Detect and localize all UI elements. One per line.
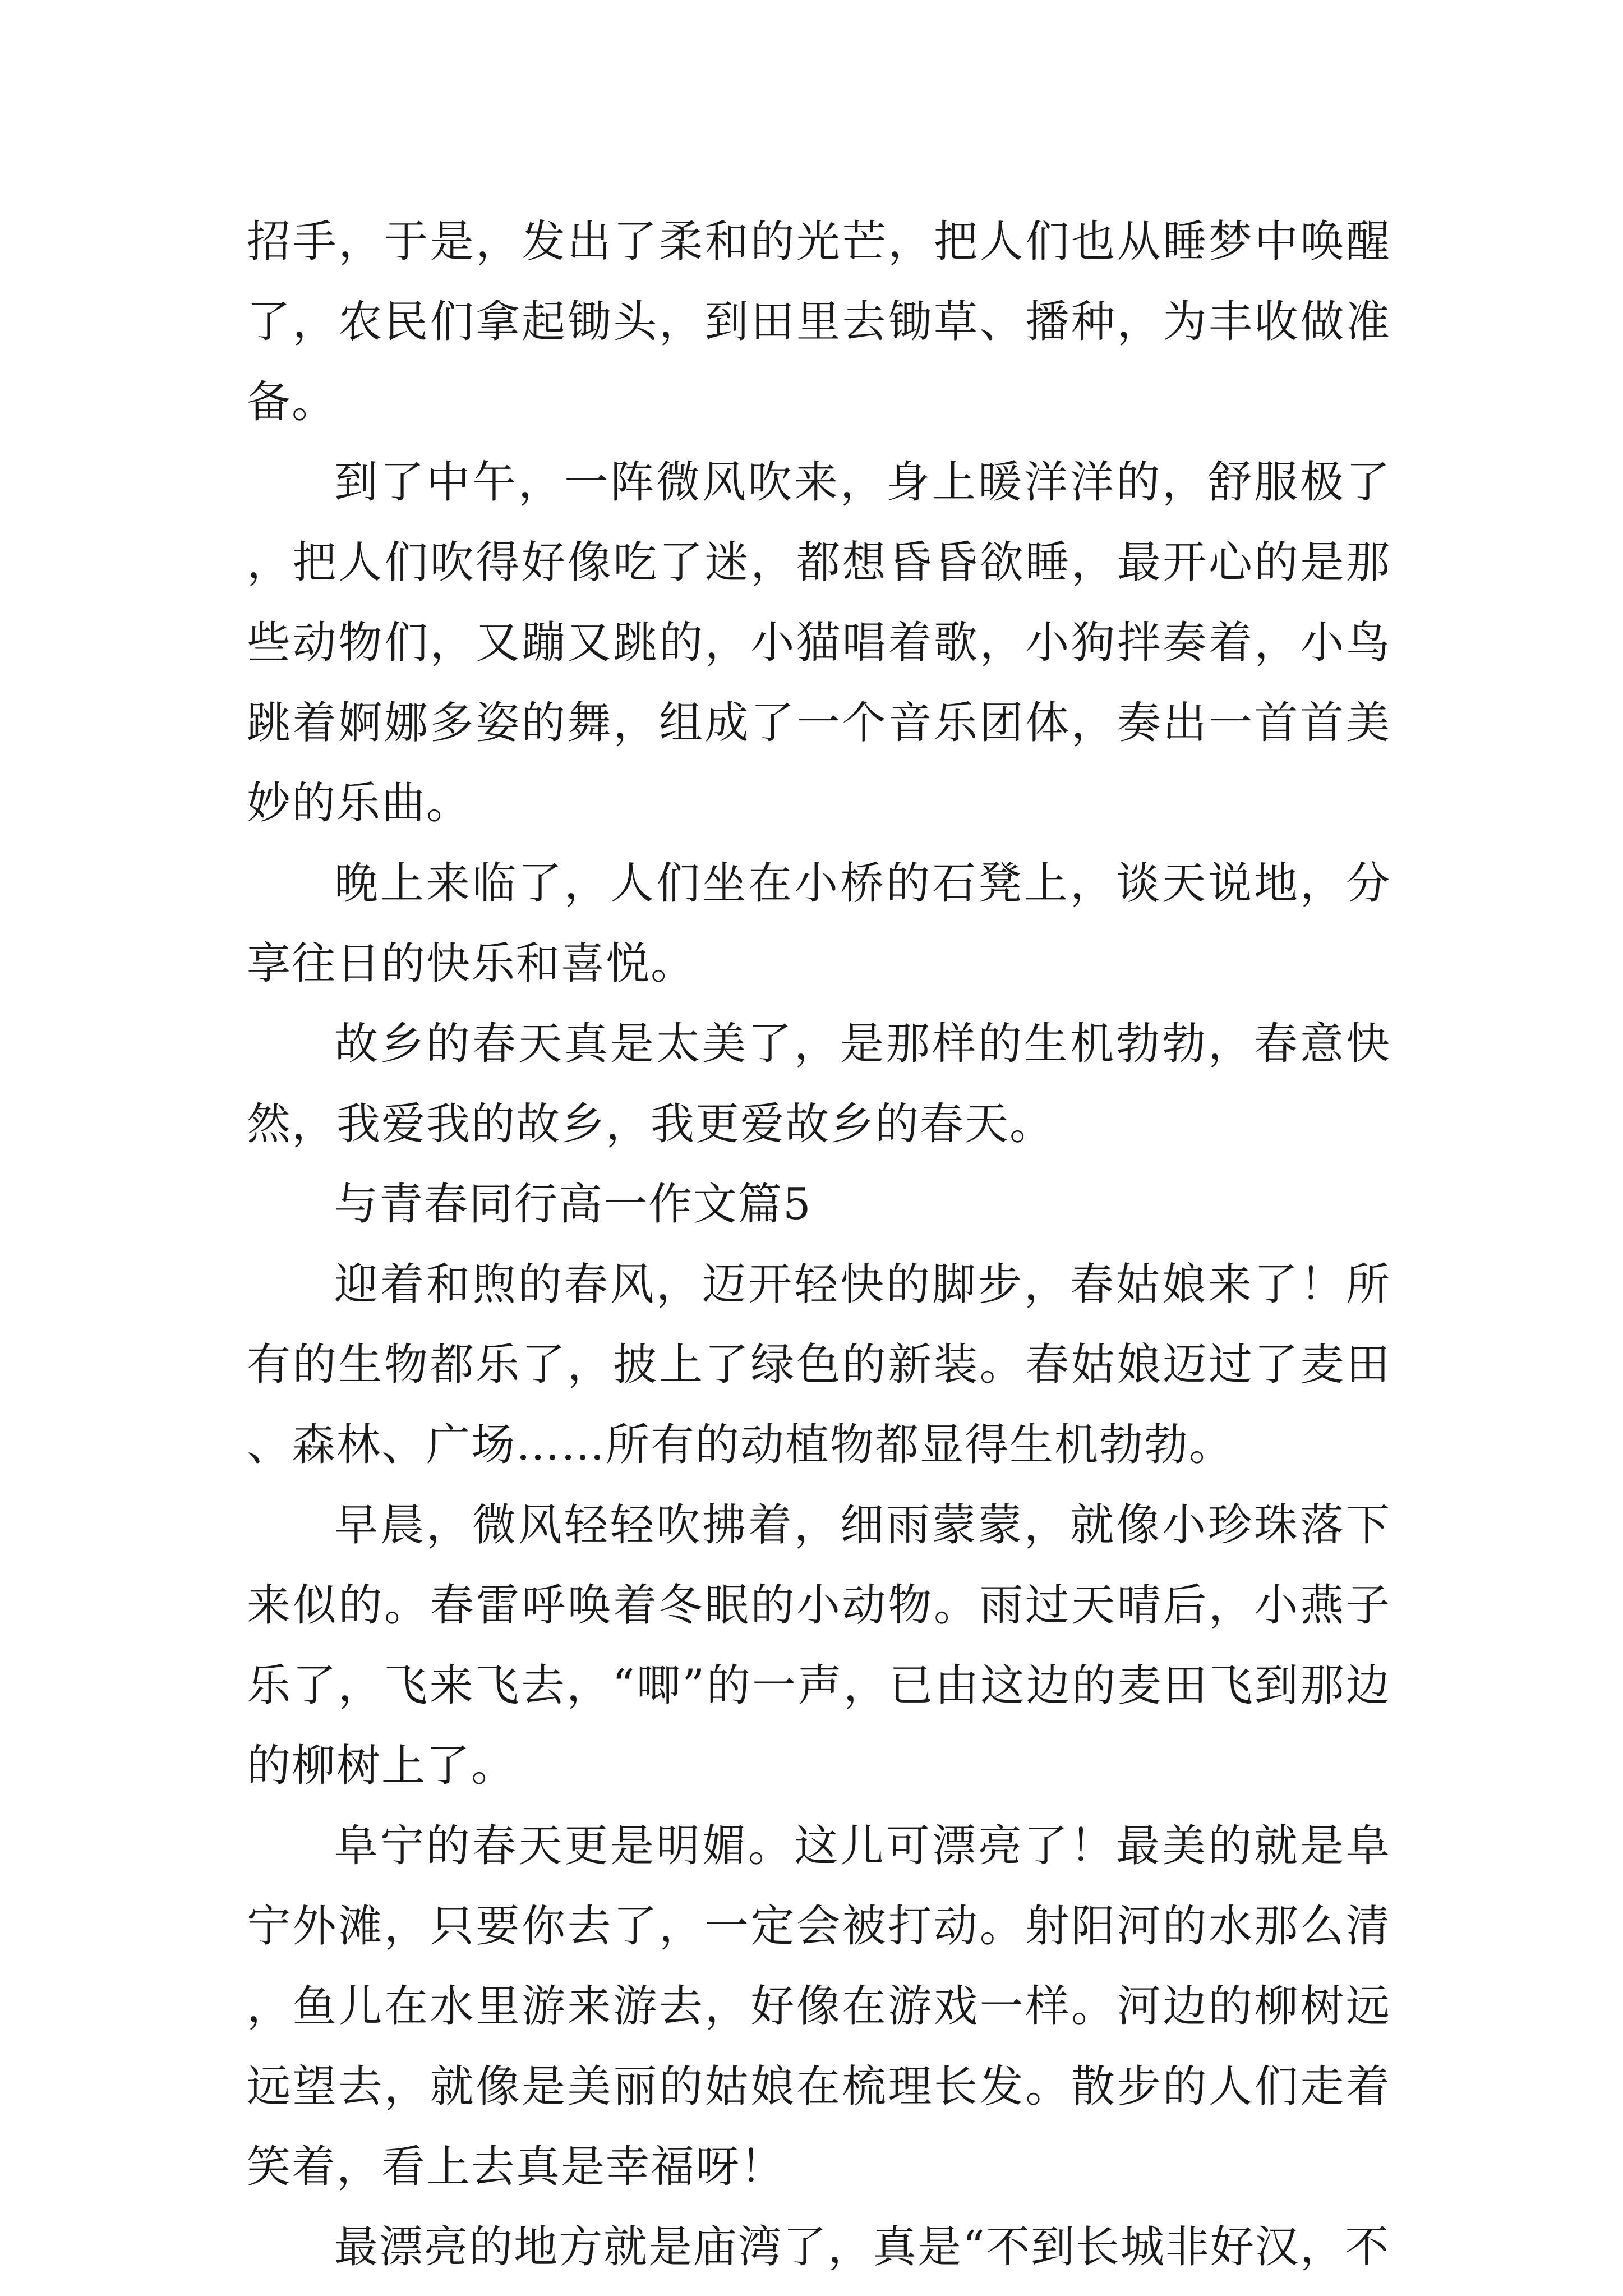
paragraph-miaowan: 最漂亮的地方就是庙湾了，真是“不到长城非好汉，不 (334, 2222, 1390, 2272)
paragraph-funing: 阜宁的春天更是明媚。这儿可漂亮了！最美的就是阜宁外滩，只要你去了，一定会被打动。射阳河的水那么清，鱼儿在水里游来游去，好像在游戏一样。河边的柳树远远望去，就像是美丽的姑娘在梳理长发。散步的人们走着笑着，看上去真是幸福呀！ (247, 1821, 1391, 2192)
document-body (247, 202, 1391, 2288)
paragraph-continuation: 招手，于是，发出了柔和的光芒，把人们也从睡梦中唤醒了，农民们拿起锄头，到田里去锄草、播种，为丰收做准备。 (247, 217, 1391, 427)
paragraph-morning: 早晨，微风轻轻吹拂着，细雨蒙蒙，就像小珍珠落下来似的。春雷呼唤着冬眠的小动物。雨过天晴后，小燕子乐了，飞来飞去，“唧”的一声，已由这边的麦田飞到那边的柳树上了。 (247, 1500, 1391, 1791)
paragraph-spring-arrives: 迎着和煦的春风，迈开轻快的脚步，春姑娘来了！所有的生物都乐了，披上了绿色的新装。春姑娘迈过了麦田、森林、广场……所有的动植物都显得生机勃勃。 (247, 1259, 1391, 1470)
paragraph-evening: 晚上来临了，人们坐在小桥的石凳上，谈天说地，分享往日的快乐和喜悦。 (247, 858, 1391, 989)
paragraph-noon: 到了中午，一阵微风吹来，身上暖洋洋的，舒服极了，把人们吹得好像吃了迷，都想昏昏欲睡，最开心的是那些动物们，又蹦又跳的，小猫唱着歌，小狗拌奏着，小鸟跳着婀娜多姿的舞，组成了一个音乐团体，奏出一首首美妙的乐曲。 (247, 457, 1391, 829)
paragraph-hometown-spring: 故乡的春天真是太美了，是那样的生机勃勃，春意快然，我爱我的故乡，我更爱故乡的春天。 (247, 1019, 1391, 1149)
section-heading: 与青春同行高一作文篇5 (334, 1179, 812, 1230)
